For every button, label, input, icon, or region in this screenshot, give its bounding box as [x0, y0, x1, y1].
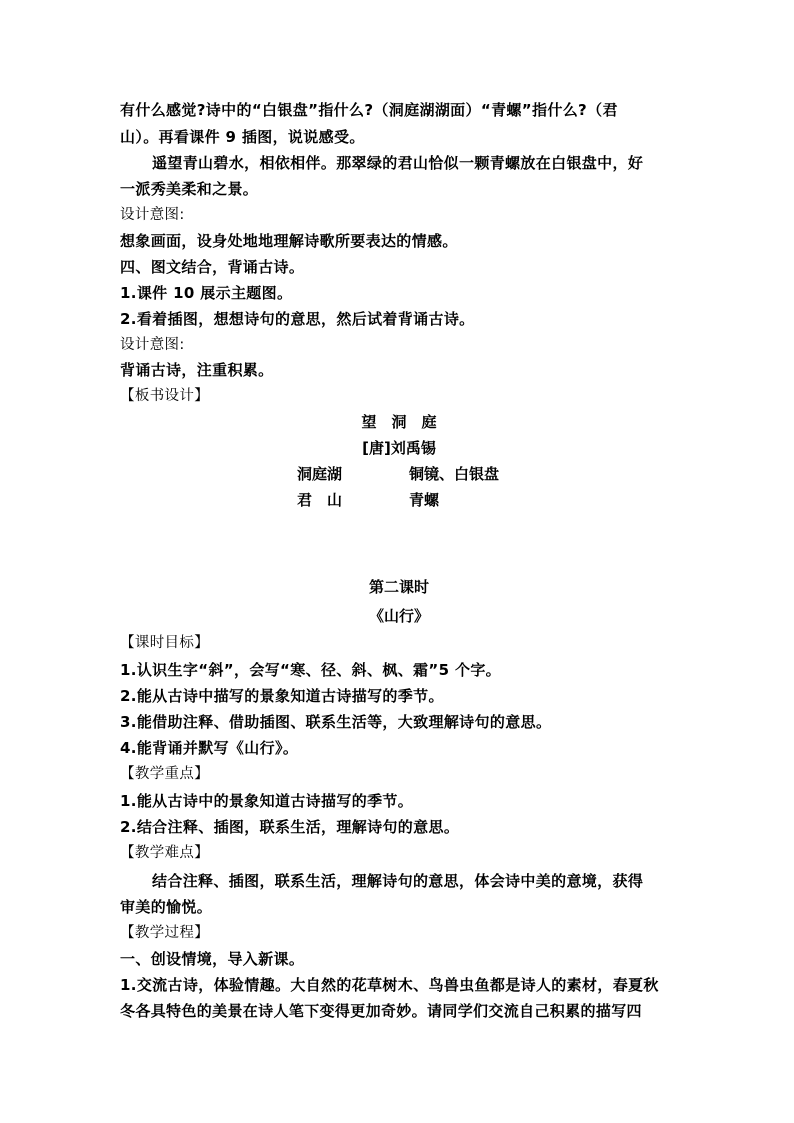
design-intent-label: 设计意图:: [120, 207, 185, 223]
design-intent-text: 背诵古诗，注重积累。: [120, 361, 274, 379]
objective-item: 4.能背诵并默写《山行》。: [120, 739, 299, 757]
objective-item: 1.认识生字“斜”，会写“寒、径、斜、枫、霜”5 个字。: [120, 661, 502, 679]
key-point-item: 1.能从古诗中的景象知道古诗描写的季节。: [120, 792, 414, 810]
difficulty-line-1: 结合注释、插图，联系生活，理解诗句的意思，体会诗中美的意境，获得: [152, 872, 644, 890]
step-1: 1.课件 10 展示主题图。: [120, 284, 293, 302]
paragraph-line-2: 一派秀美柔和之景。: [120, 180, 259, 198]
difficulty-line-2: 审美的愉悦。: [120, 898, 213, 916]
board-author: [唐]刘禹锡: [362, 439, 436, 457]
board-item-mirror: 铜镜、白银盘: [409, 465, 500, 483]
objective-item: 2.能从古诗中描写的景象知道古诗描写的季节。: [120, 687, 444, 705]
board-item-snail: 青螺: [409, 491, 440, 509]
design-intent-label: 设计意图:: [120, 337, 185, 353]
lesson-title: 第二课时: [368, 578, 429, 596]
board-poem-title: 望 洞 庭: [361, 413, 437, 431]
board-item-lake: 洞庭湖: [297, 465, 343, 483]
key-point-item: 2.结合注释、插图，联系生活，理解诗句的意思。: [120, 818, 460, 836]
board-item-mountain: 君 山: [297, 491, 343, 509]
section-heading-four: 四、图文结合，背诵古诗。: [120, 258, 305, 276]
intro-line-1: 有什么感觉?诗中的“白银盘”指什么?（洞庭湖湖面）“青螺”指什么?（君: [120, 101, 618, 119]
objectives-label: 【课时目标】: [120, 635, 210, 651]
poem-title: 《山行》: [368, 607, 429, 625]
process-heading: 一、创设情境，导入新课。: [120, 950, 305, 968]
key-points-label: 【教学重点】: [120, 766, 210, 782]
difficulty-label: 【教学难点】: [120, 845, 210, 861]
process-line-2: 冬各具特色的美景在诗人笔下变得更加奇妙。请同学们交流自己积累的描写四: [120, 1002, 642, 1020]
process-line-1: 1.交流古诗，体验情趣。大自然的花草树木、鸟兽虫鱼都是诗人的素材，春夏秋: [120, 976, 659, 994]
design-intent-text: 想象画面，设身处地地理解诗歌所要表达的情感。: [120, 232, 458, 250]
paragraph-line-1: 遥望青山碧水，相依相伴。那翠绿的君山恰似一颗青螺放在白银盘中，好: [152, 154, 644, 172]
step-2: 2.看着插图，想想诗句的意思，然后试着背诵古诗。: [120, 310, 475, 328]
objective-item: 3.能借助注释、借助插图、联系生活等，大致理解诗句的意思。: [120, 713, 552, 731]
board-design-label: 【板书设计】: [120, 388, 210, 404]
process-label: 【教学过程】: [120, 925, 210, 941]
intro-line-2: 山）。再看课件 9 插图，说说感受。: [120, 128, 365, 146]
